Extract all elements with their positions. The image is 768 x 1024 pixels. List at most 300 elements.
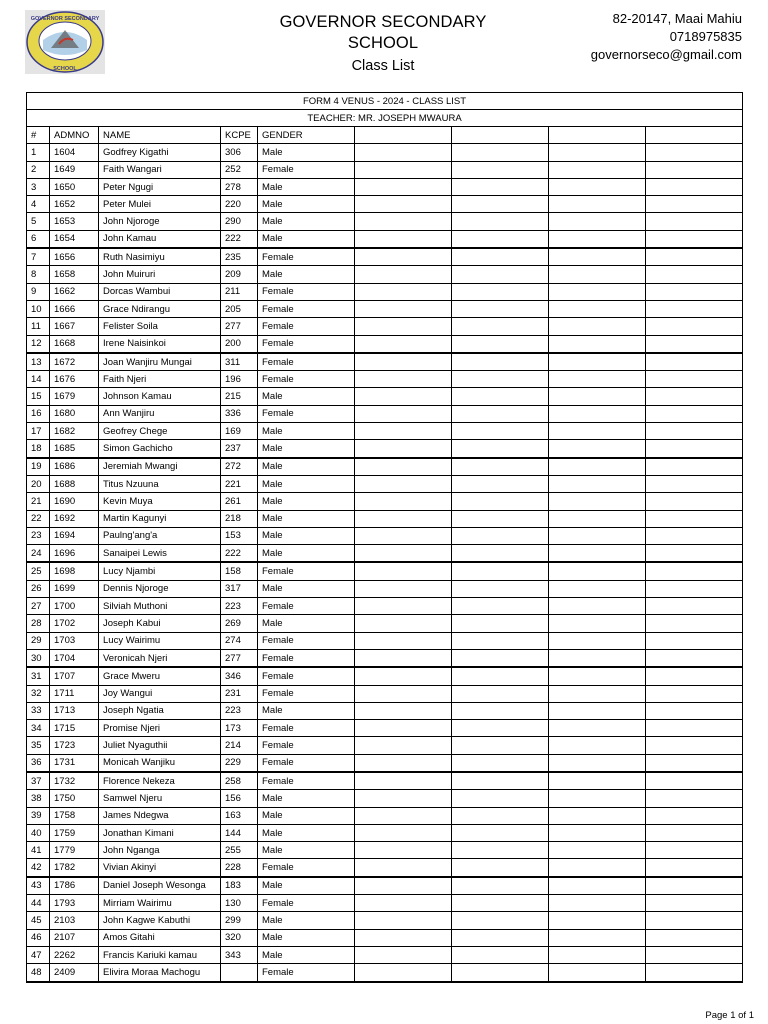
- kcpe-score: 261: [221, 493, 258, 510]
- table-row: [27, 632, 743, 649]
- blank-cell: [646, 475, 743, 492]
- blank-cell: [549, 510, 646, 527]
- row-number: 19: [27, 458, 50, 476]
- blank-column-header: [549, 127, 646, 144]
- kcpe-score: 274: [221, 632, 258, 649]
- blank-cell: [646, 615, 743, 632]
- blank-cell: [355, 912, 452, 929]
- blank-cell: [646, 912, 743, 929]
- blank-cell: [355, 405, 452, 422]
- blank-cell: [646, 283, 743, 300]
- blank-cell: [355, 196, 452, 213]
- row-number: 23: [27, 527, 50, 544]
- student-name: Vivian Akinyi: [99, 859, 221, 877]
- table-row: [27, 580, 743, 597]
- blank-cell: [549, 458, 646, 476]
- kcpe-score: 196: [221, 371, 258, 388]
- blank-cell: [452, 196, 549, 213]
- kcpe-score: 221: [221, 475, 258, 492]
- table-title: FORM 4 VENUS - 2024 - CLASS LIST: [27, 93, 743, 110]
- blank-cell: [549, 248, 646, 266]
- row-number: 4: [27, 196, 50, 213]
- admission-number: 1668: [50, 335, 99, 353]
- kcpe-score: 156: [221, 790, 258, 807]
- table-row: [27, 353, 743, 371]
- kcpe-score: 311: [221, 353, 258, 371]
- student-name: Paulng'ang'a: [99, 527, 221, 544]
- blank-cell: [452, 283, 549, 300]
- blank-cell: [549, 790, 646, 807]
- blank-cell: [452, 632, 549, 649]
- blank-cell: [355, 702, 452, 719]
- blank-cell: [549, 266, 646, 283]
- student-name: Martin Kagunyi: [99, 510, 221, 527]
- blank-cell: [549, 807, 646, 824]
- gender: Female: [258, 371, 355, 388]
- blank-cell: [646, 440, 743, 458]
- blank-cell: [355, 161, 452, 178]
- kcpe-score: 237: [221, 440, 258, 458]
- row-number: 9: [27, 283, 50, 300]
- student-name: Faith Wangari: [99, 161, 221, 178]
- row-number: 18: [27, 440, 50, 458]
- blank-cell: [549, 196, 646, 213]
- blank-cell: [452, 667, 549, 685]
- table-header-row: [27, 127, 743, 144]
- blank-cell: [355, 335, 452, 353]
- kcpe-score: 343: [221, 946, 258, 963]
- table-row: [27, 842, 743, 859]
- gender: Male: [258, 946, 355, 963]
- student-name: John Njoroge: [99, 213, 221, 230]
- gender: Male: [258, 144, 355, 161]
- student-name: John Muiruri: [99, 266, 221, 283]
- gender: Female: [258, 405, 355, 422]
- blank-cell: [646, 353, 743, 371]
- blank-cell: [549, 161, 646, 178]
- blank-cell: [646, 790, 743, 807]
- gender: Female: [258, 300, 355, 317]
- blank-cell: [355, 353, 452, 371]
- table-row: [27, 527, 743, 544]
- blank-cell: [549, 912, 646, 929]
- student-name: Joan Wanjiru Mungai: [99, 353, 221, 371]
- table-row: [27, 702, 743, 719]
- admission-number: 2409: [50, 964, 99, 982]
- kcpe-score: 163: [221, 807, 258, 824]
- row-number: 40: [27, 824, 50, 841]
- admission-number: 1654: [50, 230, 99, 248]
- gender: Male: [258, 458, 355, 476]
- table-row: [27, 266, 743, 283]
- blank-cell: [452, 510, 549, 527]
- kcpe-score: 269: [221, 615, 258, 632]
- table-row: [27, 649, 743, 667]
- blank-cell: [646, 667, 743, 685]
- table-row: [27, 807, 743, 824]
- admission-number: 1779: [50, 842, 99, 859]
- column-header: #: [27, 127, 50, 144]
- gender: Male: [258, 423, 355, 440]
- blank-cell: [452, 475, 549, 492]
- admission-number: 1604: [50, 144, 99, 161]
- student-name: Francis Kariuki kamau: [99, 946, 221, 963]
- blank-cell: [355, 824, 452, 841]
- kcpe-score: 130: [221, 895, 258, 912]
- blank-cell: [355, 475, 452, 492]
- kcpe-score: 255: [221, 842, 258, 859]
- student-name: Geofrey Chege: [99, 423, 221, 440]
- row-number: 31: [27, 667, 50, 685]
- row-number: 5: [27, 213, 50, 230]
- table-row: [27, 475, 743, 492]
- blank-cell: [549, 405, 646, 422]
- blank-cell: [355, 598, 452, 615]
- row-number: 34: [27, 720, 50, 737]
- blank-cell: [646, 859, 743, 877]
- gender: Male: [258, 178, 355, 195]
- table-row: [27, 859, 743, 877]
- table-row: [27, 388, 743, 405]
- gender: Male: [258, 493, 355, 510]
- blank-cell: [355, 213, 452, 230]
- student-name: Joseph Kabui: [99, 615, 221, 632]
- blank-cell: [452, 877, 549, 895]
- admission-number: 1750: [50, 790, 99, 807]
- gender: Female: [258, 562, 355, 580]
- blank-cell: [355, 178, 452, 195]
- student-name: John Nganga: [99, 842, 221, 859]
- blank-cell: [355, 458, 452, 476]
- row-number: 46: [27, 929, 50, 946]
- blank-cell: [646, 196, 743, 213]
- kcpe-score: 215: [221, 388, 258, 405]
- student-name: Jeremiah Mwangi: [99, 458, 221, 476]
- gender: Male: [258, 790, 355, 807]
- blank-cell: [452, 493, 549, 510]
- blank-cell: [549, 877, 646, 895]
- blank-cell: [355, 440, 452, 458]
- blank-cell: [355, 649, 452, 667]
- blank-cell: [646, 598, 743, 615]
- admission-number: 1732: [50, 772, 99, 790]
- class-list-table: [26, 92, 743, 983]
- row-number: 20: [27, 475, 50, 492]
- blank-cell: [355, 510, 452, 527]
- admission-number: 1703: [50, 632, 99, 649]
- student-name: Mirriam Wairimu: [99, 895, 221, 912]
- blank-cell: [549, 318, 646, 335]
- admission-number: 1704: [50, 649, 99, 667]
- blank-cell: [549, 772, 646, 790]
- blank-cell: [452, 772, 549, 790]
- kcpe-score: 222: [221, 230, 258, 248]
- gender: Male: [258, 929, 355, 946]
- row-number: 24: [27, 545, 50, 563]
- column-header: ADMNO: [50, 127, 99, 144]
- row-number: 17: [27, 423, 50, 440]
- blank-cell: [646, 685, 743, 702]
- row-number: 15: [27, 388, 50, 405]
- blank-cell: [452, 144, 549, 161]
- blank-cell: [355, 545, 452, 563]
- admission-number: 1700: [50, 598, 99, 615]
- blank-cell: [452, 318, 549, 335]
- kcpe-score: 278: [221, 178, 258, 195]
- blank-cell: [355, 562, 452, 580]
- kcpe-score: 158: [221, 562, 258, 580]
- blank-cell: [549, 213, 646, 230]
- blank-cell: [646, 230, 743, 248]
- student-name: Lucy Njambi: [99, 562, 221, 580]
- admission-number: 1690: [50, 493, 99, 510]
- row-number: 28: [27, 615, 50, 632]
- blank-cell: [549, 475, 646, 492]
- blank-cell: [452, 946, 549, 963]
- blank-cell: [549, 388, 646, 405]
- row-number: 7: [27, 248, 50, 266]
- row-number: 21: [27, 493, 50, 510]
- table-row: [27, 318, 743, 335]
- admission-number: 1713: [50, 702, 99, 719]
- gender: Female: [258, 353, 355, 371]
- gender: Female: [258, 335, 355, 353]
- class-teacher: TEACHER: MR. JOSEPH MWAURA: [27, 110, 743, 127]
- row-number: 14: [27, 371, 50, 388]
- contact-email: governorseco@gmail.com: [590, 47, 742, 62]
- blank-cell: [355, 230, 452, 248]
- table-row: [27, 720, 743, 737]
- blank-cell: [549, 230, 646, 248]
- blank-cell: [452, 649, 549, 667]
- blank-cell: [355, 371, 452, 388]
- kcpe-score: 272: [221, 458, 258, 476]
- gender: Male: [258, 877, 355, 895]
- student-name: Lucy Wairimu: [99, 632, 221, 649]
- row-number: 48: [27, 964, 50, 982]
- blank-cell: [452, 702, 549, 719]
- row-number: 29: [27, 632, 50, 649]
- kcpe-score: 223: [221, 598, 258, 615]
- blank-cell: [646, 300, 743, 317]
- blank-cell: [355, 790, 452, 807]
- gender: Male: [258, 615, 355, 632]
- row-number: 1: [27, 144, 50, 161]
- blank-cell: [355, 493, 452, 510]
- gender: Male: [258, 912, 355, 929]
- admission-number: 1782: [50, 859, 99, 877]
- blank-cell: [549, 178, 646, 195]
- row-number: 35: [27, 737, 50, 754]
- row-number: 13: [27, 353, 50, 371]
- blank-cell: [549, 545, 646, 563]
- table-row: [27, 196, 743, 213]
- blank-cell: [452, 754, 549, 772]
- gender: Female: [258, 649, 355, 667]
- table-row: [27, 562, 743, 580]
- gender: Female: [258, 754, 355, 772]
- student-name: Simon Gachicho: [99, 440, 221, 458]
- table-row: [27, 300, 743, 317]
- kcpe-score: 205: [221, 300, 258, 317]
- kcpe-score: 299: [221, 912, 258, 929]
- blank-cell: [452, 824, 549, 841]
- blank-cell: [355, 632, 452, 649]
- gender: Female: [258, 283, 355, 300]
- blank-cell: [549, 493, 646, 510]
- kcpe-score: 223: [221, 702, 258, 719]
- blank-cell: [646, 946, 743, 963]
- student-name: Grace Ndirangu: [99, 300, 221, 317]
- blank-cell: [646, 632, 743, 649]
- blank-cell: [355, 685, 452, 702]
- blank-cell: [549, 685, 646, 702]
- blank-cell: [355, 615, 452, 632]
- blank-cell: [549, 895, 646, 912]
- blank-cell: [355, 737, 452, 754]
- blank-cell: [355, 527, 452, 544]
- student-name: James Ndegwa: [99, 807, 221, 824]
- admission-number: 2107: [50, 929, 99, 946]
- student-name: Veronicah Njeri: [99, 649, 221, 667]
- kcpe-score: 209: [221, 266, 258, 283]
- kcpe-score: 336: [221, 405, 258, 422]
- blank-cell: [646, 842, 743, 859]
- gender: Male: [258, 527, 355, 544]
- blank-cell: [646, 266, 743, 283]
- blank-cell: [452, 912, 549, 929]
- blank-cell: [452, 423, 549, 440]
- table-row: [27, 440, 743, 458]
- table-row: [27, 964, 743, 982]
- admission-number: 1702: [50, 615, 99, 632]
- student-name: Joy Wangui: [99, 685, 221, 702]
- blank-cell: [646, 371, 743, 388]
- blank-cell: [549, 964, 646, 982]
- contact-address: 82-20147, Maai Mahiu: [612, 11, 742, 26]
- blank-cell: [452, 895, 549, 912]
- gender: Male: [258, 545, 355, 563]
- blank-cell: [549, 300, 646, 317]
- blank-cell: [452, 458, 549, 476]
- blank-cell: [355, 946, 452, 963]
- blank-cell: [646, 161, 743, 178]
- blank-cell: [646, 248, 743, 266]
- blank-cell: [646, 895, 743, 912]
- row-number: 45: [27, 912, 50, 929]
- blank-cell: [646, 318, 743, 335]
- table-row: [27, 685, 743, 702]
- gender: Female: [258, 161, 355, 178]
- column-header: NAME: [99, 127, 221, 144]
- admission-number: 1715: [50, 720, 99, 737]
- admission-number: 1682: [50, 423, 99, 440]
- blank-cell: [646, 824, 743, 841]
- blank-cell: [452, 580, 549, 597]
- blank-cell: [646, 649, 743, 667]
- row-number: 41: [27, 842, 50, 859]
- blank-cell: [452, 615, 549, 632]
- document-title: Class List: [351, 58, 415, 74]
- blank-cell: [646, 213, 743, 230]
- admission-number: 1692: [50, 510, 99, 527]
- table-row: [27, 230, 743, 248]
- gender: Male: [258, 824, 355, 841]
- kcpe-score: 173: [221, 720, 258, 737]
- admission-number: 1656: [50, 248, 99, 266]
- blank-cell: [646, 929, 743, 946]
- blank-cell: [549, 754, 646, 772]
- blank-cell: [646, 877, 743, 895]
- kcpe-score: 211: [221, 283, 258, 300]
- blank-cell: [549, 946, 646, 963]
- blank-cell: [549, 632, 646, 649]
- blank-cell: [646, 527, 743, 544]
- gender: Female: [258, 772, 355, 790]
- blank-cell: [452, 230, 549, 248]
- blank-cell: [549, 702, 646, 719]
- blank-cell: [452, 371, 549, 388]
- blank-cell: [646, 423, 743, 440]
- student-name: Grace Mweru: [99, 667, 221, 685]
- blank-cell: [452, 842, 549, 859]
- blank-cell: [452, 266, 549, 283]
- blank-cell: [452, 545, 549, 563]
- table-row: [27, 737, 743, 754]
- kcpe-score: 317: [221, 580, 258, 597]
- gender: Female: [258, 859, 355, 877]
- admission-number: 1698: [50, 562, 99, 580]
- blank-cell: [646, 458, 743, 476]
- blank-cell: [549, 423, 646, 440]
- blank-cell: [549, 440, 646, 458]
- blank-cell: [452, 440, 549, 458]
- blank-cell: [452, 790, 549, 807]
- gender: Female: [258, 964, 355, 982]
- blank-cell: [549, 562, 646, 580]
- blank-cell: [355, 895, 452, 912]
- column-header: GENDER: [258, 127, 355, 144]
- student-name: Elivira Moraa Machogu: [99, 964, 221, 982]
- student-name: Peter Mulei: [99, 196, 221, 213]
- student-name: Samwel Njeru: [99, 790, 221, 807]
- admission-number: 1758: [50, 807, 99, 824]
- kcpe-score: 222: [221, 545, 258, 563]
- table-row: [27, 895, 743, 912]
- student-name: Monicah Wanjiku: [99, 754, 221, 772]
- row-number: 37: [27, 772, 50, 790]
- student-name: Daniel Joseph Wesonga: [99, 877, 221, 895]
- logo-top-text: GOVERNOR SECONDARY: [30, 16, 100, 22]
- student-name: Titus Nzuuna: [99, 475, 221, 492]
- student-name: Jonathan Kimani: [99, 824, 221, 841]
- kcpe-score: 214: [221, 737, 258, 754]
- blank-cell: [452, 964, 549, 982]
- row-number: 30: [27, 649, 50, 667]
- gender: Male: [258, 196, 355, 213]
- kcpe-score: 200: [221, 335, 258, 353]
- blank-cell: [355, 318, 452, 335]
- kcpe-score: 169: [221, 423, 258, 440]
- blank-column-header: [646, 127, 743, 144]
- student-name: Promise Njeri: [99, 720, 221, 737]
- blank-cell: [452, 161, 549, 178]
- table-row: [27, 929, 743, 946]
- blank-cell: [355, 580, 452, 597]
- student-name: Sanaipei Lewis: [99, 545, 221, 563]
- blank-cell: [646, 807, 743, 824]
- blank-cell: [452, 807, 549, 824]
